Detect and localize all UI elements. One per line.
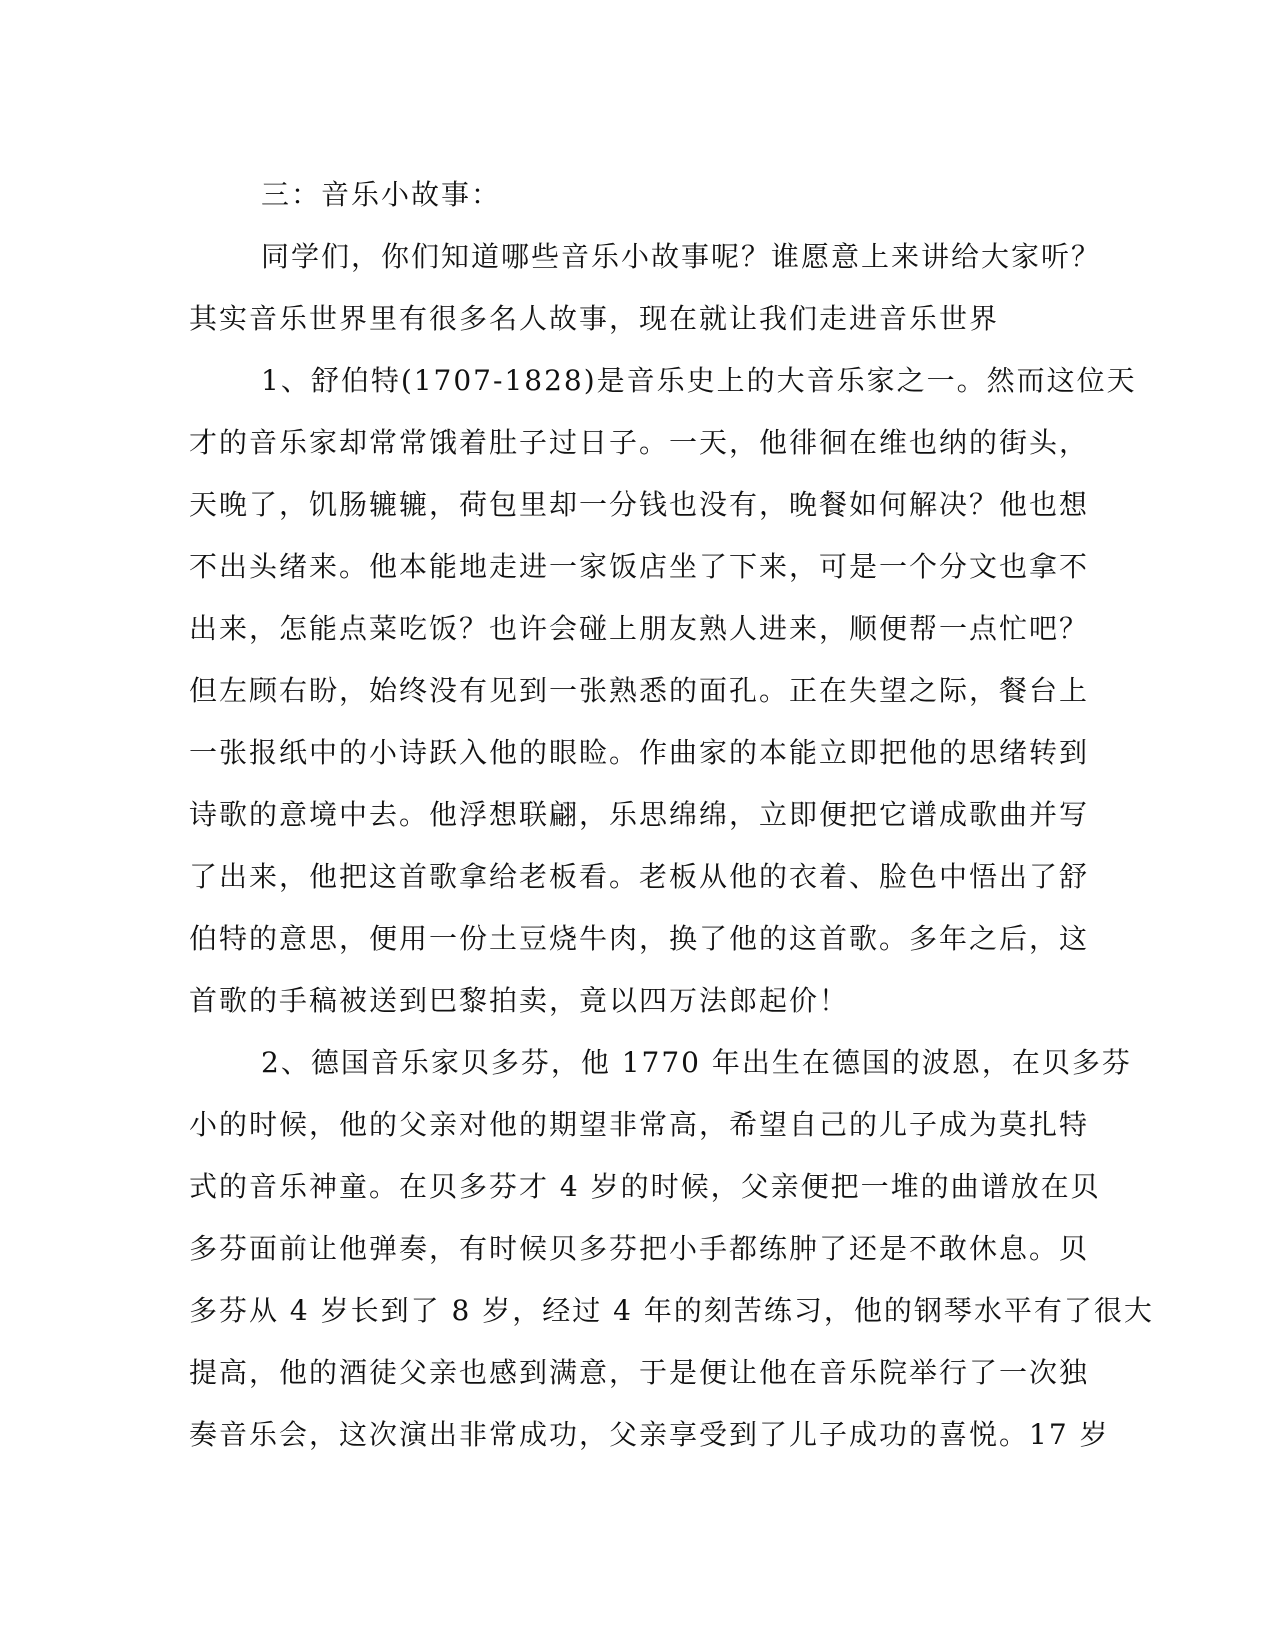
text-line: 天晚了，饥肠辘辘，荷包里却一分钱也没有，晚餐如何解决？他也想 [189, 488, 1090, 521]
text-line: 不出头绪来。他本能地走进一家饭店坐了下来，可是一个分文也拿不 [189, 550, 1090, 583]
text-line: 其实音乐世界里有很多名人故事，现在就让我们走进音乐世界 [189, 302, 1000, 335]
story-schubert-paragraph [189, 350, 1137, 1032]
text-line: 多芬从 4 岁长到了 8 岁，经过 4 年的刻苦练习，他的钢琴水平有了很大 [189, 1294, 1154, 1327]
text-line: 一张报纸中的小诗跃入他的眼睑。作曲家的本能立即把他的思绪转到 [189, 736, 1090, 769]
text-line: 小的时候，他的父亲对他的期望非常高，希望自己的儿子成为莫扎特 [189, 1108, 1090, 1141]
text-line: 同学们，你们知道哪些音乐小故事呢？谁愿意上来讲给大家听？ [261, 240, 1102, 273]
text-line: 2、德国音乐家贝多芬，他 1770 年出生在德国的波恩，在贝多芬 [261, 1046, 1132, 1079]
text-line: 但左顾右盼，始终没有见到一张熟悉的面孔。正在失望之际，餐台上 [189, 674, 1090, 707]
text-line: 提高，他的酒徒父亲也感到满意，于是便让他在音乐院举行了一次独 [189, 1356, 1090, 1389]
text-line: 出来，怎能点菜吃饭？也许会碰上朋友熟人进来，顺便帮一点忙吧？ [189, 612, 1090, 645]
text-line: 了出来，他把这首歌拿给老板看。老板从他的衣着、脸色中悟出了舒 [189, 860, 1090, 893]
text-line: 1、舒伯特(1707-1828)是音乐史上的大音乐家之一。然而这位天 [261, 364, 1137, 397]
text-line: 多芬面前让他弹奏，有时候贝多芬把小手都练肿了还是不敢休息。贝 [189, 1232, 1090, 1265]
intro-paragraph [189, 226, 1102, 350]
document-body [189, 164, 1154, 1466]
section-heading: 三：音乐小故事： [261, 178, 502, 211]
text-line: 首歌的手稿被送到巴黎拍卖，竟以四万法郎起价！ [189, 984, 850, 1017]
text-line: 才的音乐家却常常饿着肚子过日子。一天，他徘徊在维也纳的街头， [189, 426, 1090, 459]
text-line: 诗歌的意境中去。他浮想联翩，乐思绵绵，立即便把它谱成歌曲并写 [189, 798, 1090, 831]
text-line: 式的音乐神童。在贝多芬才 4 岁的时候，父亲便把一堆的曲谱放在贝 [189, 1170, 1101, 1203]
text-line: 奏音乐会，这次演出非常成功，父亲享受到了儿子成功的喜悦。17 岁 [189, 1418, 1110, 1451]
story-beethoven-paragraph [189, 1032, 1154, 1466]
text-line: 伯特的意思，便用一份土豆烧牛肉，换了他的这首歌。多年之后，这 [189, 922, 1090, 955]
